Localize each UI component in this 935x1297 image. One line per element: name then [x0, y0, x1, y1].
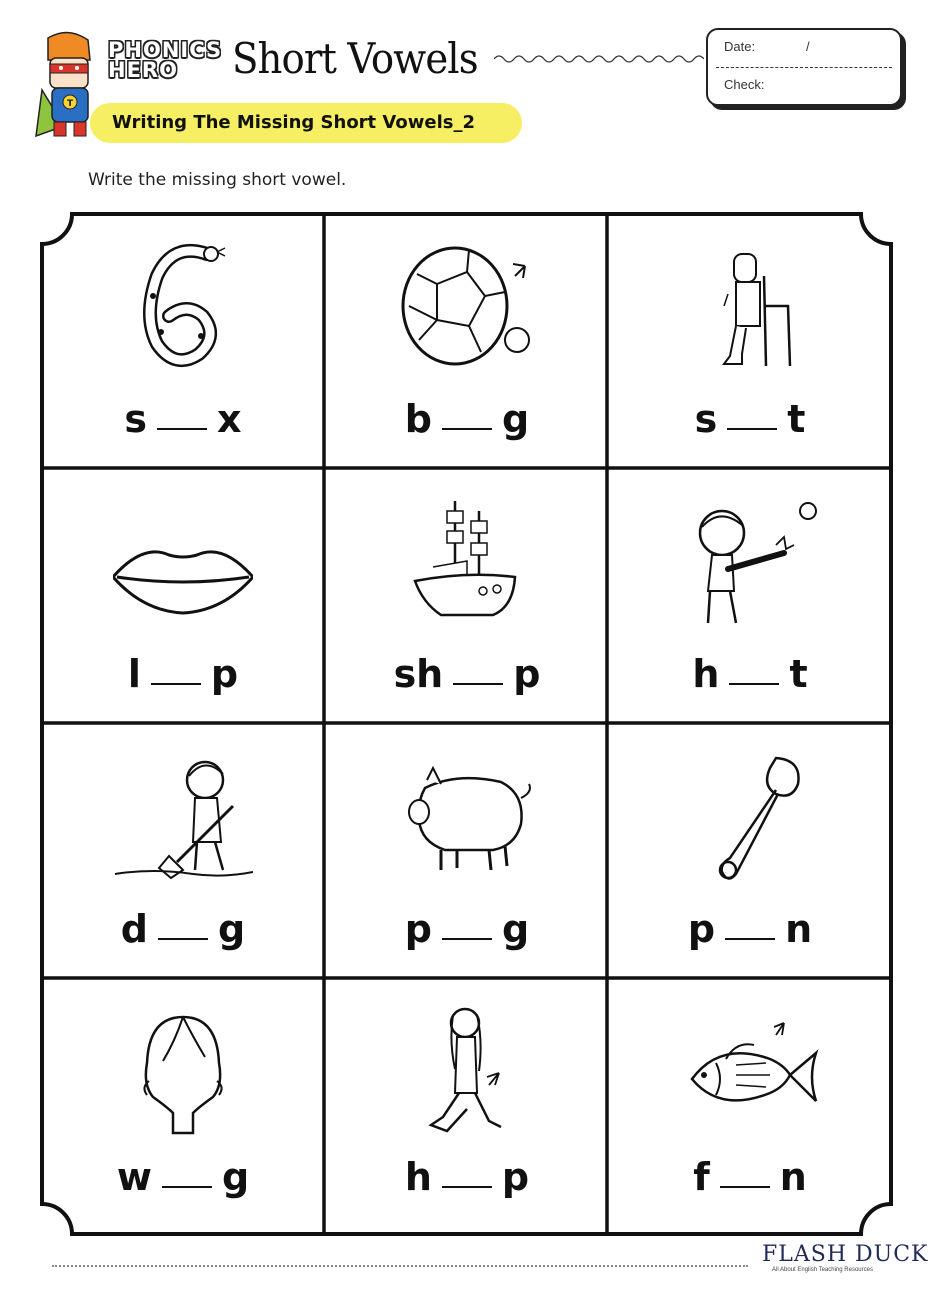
word-end: p	[210, 652, 239, 696]
word-start: sh	[393, 652, 444, 696]
word-end: n	[785, 907, 813, 951]
pig-icon	[397, 746, 537, 886]
word-puzzle	[609, 652, 891, 696]
vowel-blank[interactable]	[453, 683, 503, 685]
worksheet-item	[326, 214, 608, 468]
ship-icon	[397, 491, 537, 631]
vowel-blank[interactable]	[157, 428, 207, 430]
brand-line-2: HERO	[108, 58, 178, 82]
vowel-blank[interactable]	[162, 1186, 212, 1188]
word-end: t	[787, 397, 806, 441]
wavy-divider	[494, 52, 704, 66]
brand-line-1: PHONICS	[108, 38, 223, 62]
word-puzzle	[326, 397, 608, 441]
digging-child-icon	[113, 746, 253, 886]
word-end: p	[513, 652, 541, 696]
word-puzzle	[326, 907, 608, 951]
worksheet-item	[42, 979, 324, 1233]
word-puzzle	[326, 652, 608, 696]
word-puzzle	[42, 907, 324, 951]
vowel-blank[interactable]	[442, 1186, 492, 1188]
word-start: p	[404, 907, 432, 951]
word-start: s	[124, 397, 148, 441]
check-label: Check:	[724, 77, 765, 92]
instruction-text: Write the missing short vowel.	[88, 170, 347, 190]
batter-hit-icon	[680, 491, 820, 631]
publisher-logo	[760, 1242, 929, 1282]
vowel-blank[interactable]	[729, 683, 779, 685]
svg-text:T: T	[67, 99, 74, 109]
word-end: n	[779, 1155, 807, 1199]
page-title: Short Vowels	[232, 34, 478, 83]
word-end: g	[221, 1155, 250, 1199]
worksheet-item	[326, 979, 608, 1233]
vowel-blank[interactable]	[727, 428, 777, 430]
word-start: f	[693, 1155, 710, 1199]
word-start: d	[120, 907, 148, 951]
vowel-blank[interactable]	[158, 938, 208, 940]
word-puzzle	[609, 397, 891, 441]
worksheet-item	[42, 214, 324, 468]
footer-dotted-line	[52, 1265, 748, 1267]
word-start: w	[116, 1155, 152, 1199]
word-puzzle	[609, 1155, 891, 1199]
vowel-blank[interactable]	[442, 428, 492, 430]
word-end: g	[502, 397, 530, 441]
brand-logo	[108, 40, 222, 80]
word-end: p	[501, 1155, 530, 1199]
word-end: g	[502, 907, 530, 951]
date-label: Date:	[724, 39, 756, 54]
vowel-blank[interactable]	[725, 938, 775, 940]
word-start: h	[692, 652, 720, 696]
worksheet-item	[42, 724, 324, 978]
word-puzzle	[609, 907, 891, 951]
fish-fin-icon	[680, 1001, 820, 1141]
vowel-blank[interactable]	[151, 683, 201, 685]
six-snake-icon	[113, 236, 253, 376]
word-start: b	[404, 397, 432, 441]
word-puzzle	[326, 1155, 608, 1199]
big-ball-icon	[397, 236, 537, 376]
worksheet-item	[609, 469, 891, 723]
worksheet-item	[326, 724, 608, 978]
worksheet-item	[42, 469, 324, 723]
word-start: h	[404, 1155, 432, 1199]
word-start: p	[687, 907, 716, 951]
date-separator: /	[806, 39, 810, 54]
word-end: x	[217, 397, 242, 441]
worksheet-item	[609, 724, 891, 978]
subtitle-banner	[90, 103, 522, 143]
worksheet-item	[609, 214, 891, 468]
word-puzzle	[42, 1155, 324, 1199]
subtitle-text: Writing The Missing Short Vowels_2	[112, 112, 475, 133]
wig-icon	[113, 1001, 253, 1141]
logo-name: FLASH DUCK	[762, 1242, 929, 1267]
logo-tagline: All About English Teaching Resources	[772, 1267, 873, 1273]
word-puzzle	[42, 652, 324, 696]
worksheet-item	[609, 979, 891, 1233]
word-puzzle	[42, 397, 324, 441]
vowel-blank[interactable]	[442, 938, 492, 940]
date-check-box	[706, 28, 902, 106]
worksheet-item	[326, 469, 608, 723]
word-end: g	[218, 907, 246, 951]
safety-pin-icon	[680, 746, 820, 886]
vowel-blank[interactable]	[720, 1186, 770, 1188]
sitting-boy-icon	[680, 236, 820, 376]
lips-icon	[113, 491, 253, 631]
word-start: l	[127, 652, 141, 696]
worksheet-grid	[40, 212, 893, 1236]
word-start: s	[694, 397, 718, 441]
hopping-girl-icon	[397, 1001, 537, 1141]
date-divider	[716, 67, 892, 68]
word-end: t	[789, 652, 808, 696]
